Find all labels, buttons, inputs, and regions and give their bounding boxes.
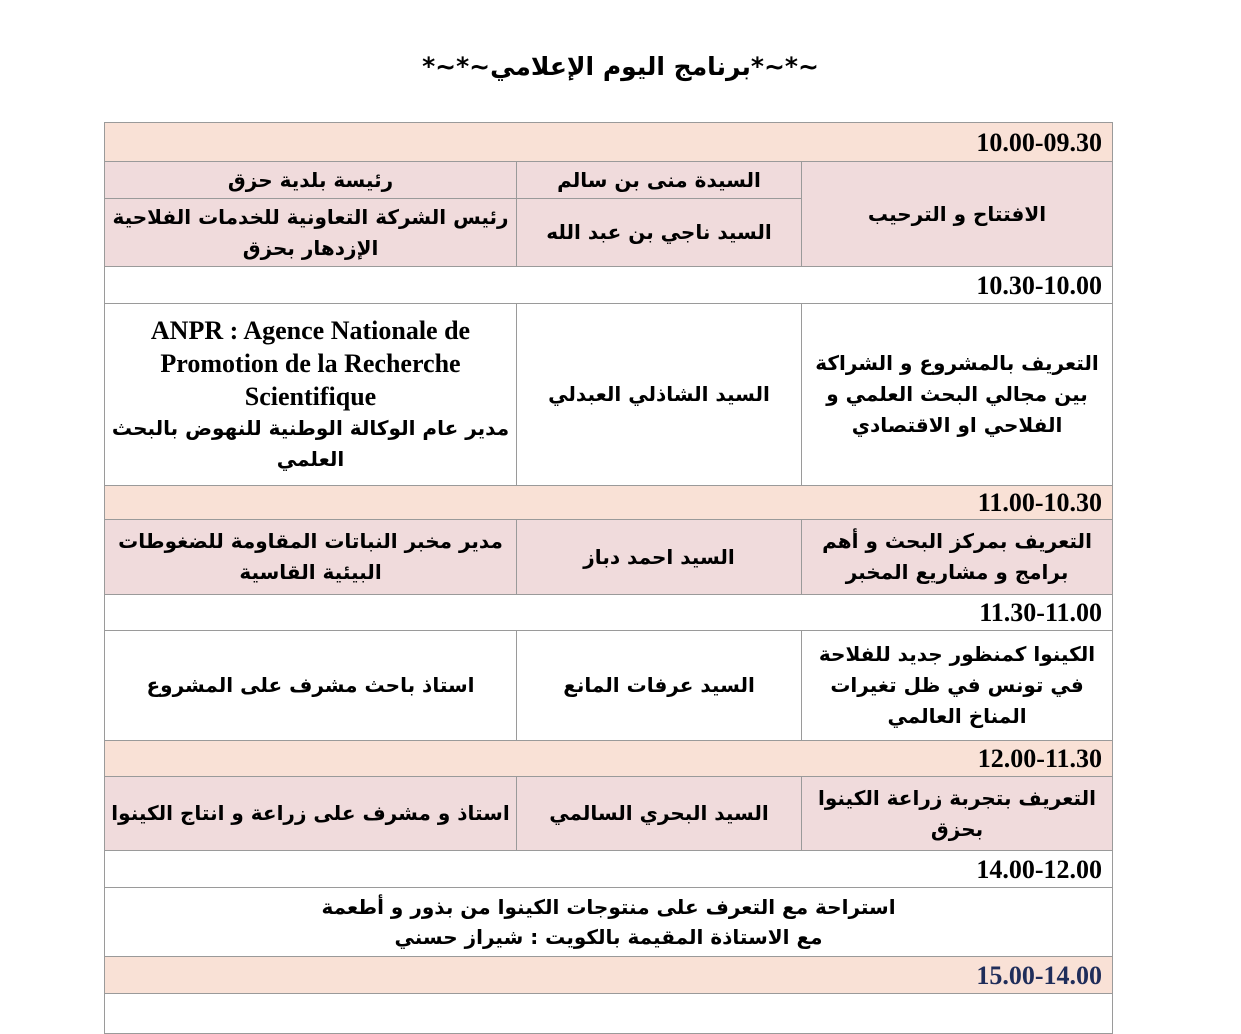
speaker-name: السيد احمد دباز xyxy=(517,520,802,595)
speaker-role-cell xyxy=(105,304,517,486)
speaker-role: مدير مخبر النباتات المقاومة للضغوطات البيئية القاسية xyxy=(105,520,517,595)
speaker-role: استاذ و مشرف على زراعة و انتاج الكينوا xyxy=(105,777,517,851)
speaker-name: السيد البحري السالمي xyxy=(517,777,802,851)
table-row xyxy=(105,304,1113,486)
page-title: ~*~*برنامج اليوم الإعلامي~*~* xyxy=(422,52,819,81)
speaker-role: استاذ باحث مشرف على المشروع xyxy=(105,631,517,741)
speaker-role-fr: ANPR : Agence Nationale de Promotion de la Recherche Scientifique xyxy=(150,316,471,411)
program-table xyxy=(104,122,1113,1034)
time-slot: 14.00-12.00 xyxy=(976,854,1103,884)
time-slot: 10.00-09.30 xyxy=(976,127,1103,157)
table-row xyxy=(105,777,1113,851)
activity: الافتتاح و الترحيب xyxy=(802,162,1113,267)
speaker-name: السيد الشاذلي العبدلي xyxy=(517,304,802,486)
time-row xyxy=(105,957,1113,994)
time-slot: 12.00-11.30 xyxy=(977,744,1103,773)
table-row xyxy=(105,888,1113,957)
speaker-name: السيد عرفات المانع xyxy=(517,631,802,741)
activity: التعريف بمركز البحث و أهم برامج و مشاريع المخبر xyxy=(802,520,1113,595)
speaker-role: رئيس الشركة التعاونية للخدمات الفلاحية الإزدهار بحزق xyxy=(105,199,517,267)
break-cell xyxy=(105,888,1113,957)
break-line: مع الاستاذة المقيمة بالكويت : شيراز حسني xyxy=(394,925,823,949)
table-row xyxy=(105,162,1113,199)
time-slot: 15.00-14.00 xyxy=(976,960,1103,990)
time-row xyxy=(105,741,1113,777)
time-slot: 10.30-10.00 xyxy=(976,270,1103,300)
time-slot: 11.30-11.00 xyxy=(979,598,1103,627)
activity: التعريف بالمشروع و الشراكة بين مجالي البحث العلمي و الفلاحي او الاقتصادي xyxy=(802,304,1113,486)
activity: الكينوا كمنظور جديد للفلاحة في تونس في ظل تغيرات المناخ العالمي xyxy=(802,631,1113,741)
time-row xyxy=(105,123,1113,162)
time-row xyxy=(105,267,1113,304)
speaker-role: مدير عام الوكالة الوطنية للنهوض بالبحث العلمي xyxy=(111,416,510,471)
speaker-role: رئيسة بلدية حزق xyxy=(105,162,517,199)
break-line: استراحة مع التعرف على منتوجات الكينوا من بذور و أطعمة xyxy=(321,895,896,919)
speaker-name: السيد ناجي بن عبد الله xyxy=(517,199,802,267)
time-row xyxy=(105,851,1113,888)
time-slot: 11.00-10.30 xyxy=(977,488,1103,517)
table-row xyxy=(105,631,1113,741)
time-row xyxy=(105,595,1113,631)
speaker-name: السيدة منى بن سالم xyxy=(517,162,802,199)
activity: التعريف بتجربة زراعة الكينوا بحزق xyxy=(802,777,1113,851)
table-row xyxy=(105,520,1113,595)
time-row xyxy=(105,486,1113,520)
